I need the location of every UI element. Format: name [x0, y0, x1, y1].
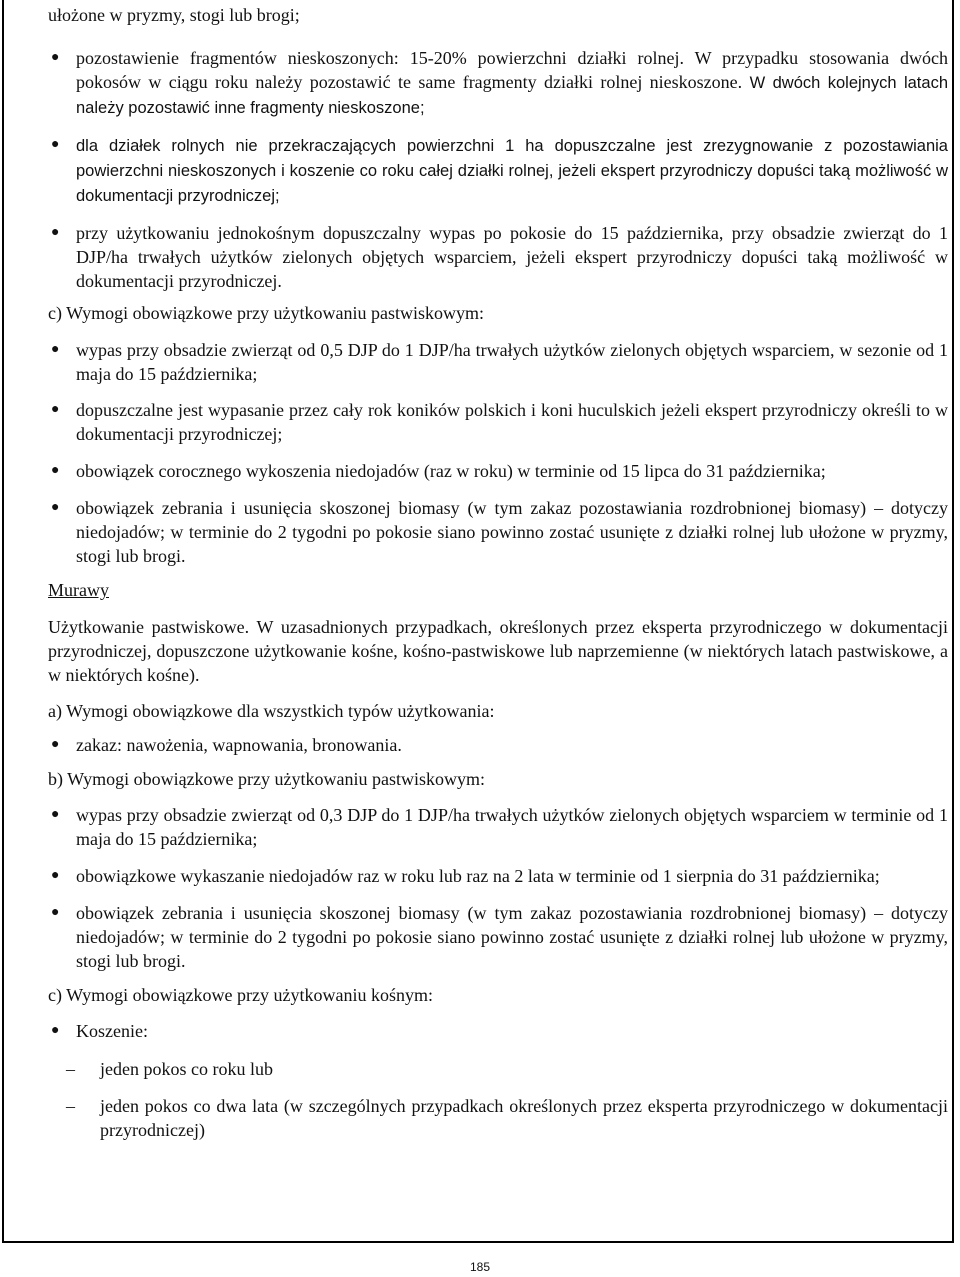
- bullet-icon: ●: [51, 868, 60, 883]
- list-item: [48, 901, 948, 973]
- bullet-icon: ●: [51, 50, 60, 65]
- list-item: [48, 338, 948, 386]
- list-item: [48, 733, 948, 757]
- list-item: [48, 459, 948, 483]
- section-heading: [48, 301, 948, 325]
- text: c) Wymogi obowiązkowe przy użytkowaniu pastwiskowym:: [48, 303, 484, 323]
- text: a) Wymogi obowiązkowe dla wszystkich typów użytkowania:: [48, 701, 495, 721]
- list-item: [48, 398, 948, 446]
- text: obowiązkowe wykaszanie niedojadów raz w roku lub raz na 2 lata w terminie od 1 sierpnia do 31 października;: [76, 866, 880, 886]
- paragraph: [48, 3, 948, 27]
- text: jeden pokos co roku lub: [100, 1059, 273, 1079]
- document-body: [48, 3, 948, 1142]
- dash-icon: –: [66, 1059, 75, 1079]
- bullet-icon: ●: [51, 807, 60, 822]
- text: wypas przy obsadzie zwierząt od 0,5 DJP do 1 DJP/ha trwałych użytków zielonych objętych wsparciem, w sezonie od 1 maja do 15 października;: [76, 340, 948, 384]
- text: Koszenie:: [76, 1021, 148, 1041]
- text: dla działek rolnych nie przekraczających powierzchni 1 ha dopuszczalne jest zrezygnowanie z pozostawiania powierzchni nieskoszonych i koszenie co roku całej działki rolnej, jeżeli ekspert przyrodniczy dopuści taką możliwość w dokumentacji przyrodniczej;: [76, 137, 948, 205]
- bullet-icon: ●: [51, 463, 60, 478]
- text: obowiązek corocznego wykoszenia niedojadów (raz w roku) w terminie od 15 lipca do 31 października;: [76, 461, 826, 481]
- bullet-icon: ●: [51, 402, 60, 417]
- text: przy użytkowaniu jednokośnym dopuszczalny wypas po pokosie do 15 października, przy obsadzie zwierząt do 1 DJP/ha trwałych użytków zielonych objętych wsparciem, jeżeli ekspert przyrodniczy dopuści taką możliwość w dokumentacji przyrodniczej.: [76, 223, 948, 291]
- text: b) Wymogi obowiązkowe przy użytkowaniu pastwiskowym:: [48, 769, 486, 789]
- text: zakaz: nawożenia, wapnowania, bronowania.: [76, 735, 402, 755]
- text: jeden pokos co dwa lata (w szczególnych przypadkach określonych przez eksperta przyrodniczego w dokumentacji przyrodniczej): [100, 1096, 948, 1140]
- page-number: 185: [469, 1260, 491, 1274]
- bullet-icon: ●: [51, 500, 60, 515]
- bullet-icon: ●: [51, 905, 60, 920]
- bullet-icon: ●: [51, 137, 60, 152]
- list-item: [48, 496, 948, 568]
- text: obowiązek zebrania i usunięcia skoszonej biomasy (w tym zakaz pozostawiania rozdrobnionej biomasy) – dotyczy niedojadów; w terminie do 2 tygodni po pokosie siano powinno zostać usunięte z działki rolnej lub ułożone w pryzmy, stogi lub brogi.: [76, 498, 948, 566]
- bullet-icon: ●: [51, 737, 60, 752]
- list-item: [48, 864, 948, 888]
- paragraph: [48, 615, 948, 687]
- text: Użytkowanie pastwiskowe. W uzasadnionych przypadkach, określonych przez eksperta przyrodniczego w dokumentacji przyrodniczej, dopuszczone użytkowanie kośne, kośno-pastwiskowe lub naprzemienne (w niektórych latach pastwiskowe, a w niektórych kośne).: [48, 617, 948, 685]
- list-item: [48, 1019, 948, 1043]
- sub-list-item: [48, 1094, 948, 1142]
- text: wypas przy obsadzie zwierząt od 0,3 DJP do 1 DJP/ha trwałych użytków zielonych objętych wsparciem w terminie od 1 maja do 15 października;: [76, 805, 948, 849]
- sub-list-item: [48, 1057, 948, 1081]
- text: dopuszczalne jest wypasanie przez cały rok koników polskich i koni huculskich jeżeli ekspert przyrodniczy określi to w dokumentacji przyrodniczej;: [76, 400, 948, 444]
- list-item: [48, 133, 948, 208]
- text: c) Wymogi obowiązkowe przy użytkowaniu kośnym:: [48, 985, 434, 1005]
- bullet-icon: ●: [51, 1023, 60, 1038]
- list-item: [48, 803, 948, 851]
- text: obowiązek zebrania i usunięcia skoszonej biomasy (w tym zakaz pozostawiania rozdrobnionej biomasy) – dotyczy niedojadów; w terminie do 2 tygodni po pokosie siano powinno zostać usunięte z działki rolnej lub ułożone w pryzmy, stogi lub brogi.: [76, 903, 948, 971]
- bullet-icon: ●: [51, 342, 60, 357]
- text: ułożone w pryzmy, stogi lub brogi;: [48, 5, 300, 25]
- section-heading: [48, 767, 948, 791]
- section-heading: [48, 699, 948, 723]
- text: Murawy: [48, 580, 109, 600]
- list-item: [48, 46, 948, 120]
- text: pozostawienie fragmentów nieskoszonych: 15-20% powierzchni działki rolnej. W przypadku stosowania dwóch pokosów w ciągu roku należy pozostawić te same fragmenty działki rolnej nieskoszone.: [76, 48, 948, 92]
- dash-icon: –: [66, 1096, 75, 1116]
- section-heading: [48, 983, 948, 1007]
- bullet-icon: ●: [51, 225, 60, 240]
- list-item: [48, 221, 948, 293]
- subsection-title: [48, 578, 948, 602]
- text: W dwóch kolejnych latach należy pozostawić inne fragmenty nieskoszone;: [76, 74, 948, 117]
